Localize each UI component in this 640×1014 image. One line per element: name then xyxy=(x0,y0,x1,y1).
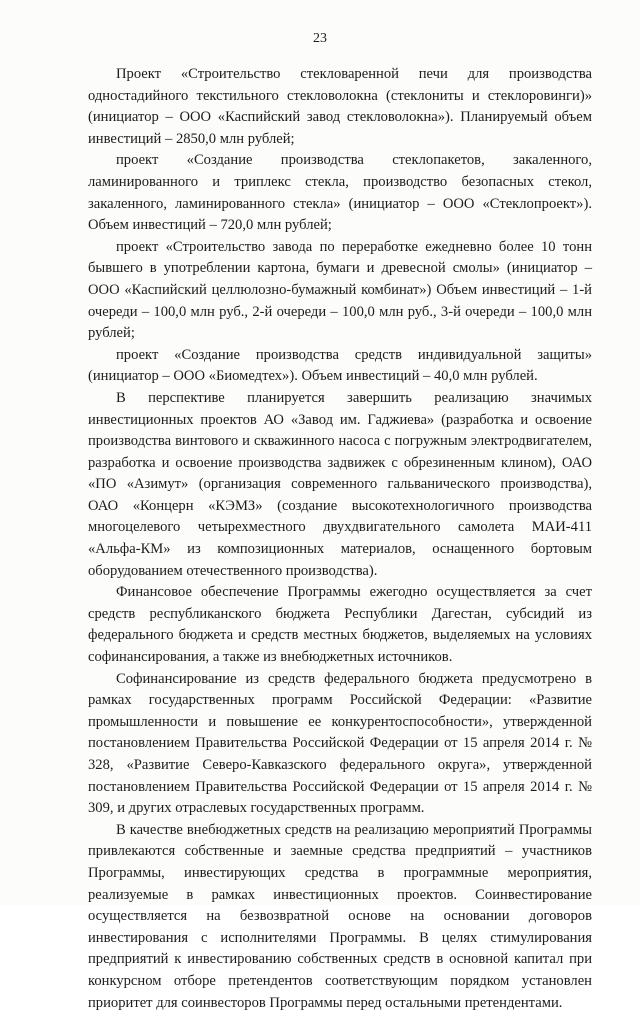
paragraph-extrabudgetary-funds: В качестве внебюджетных средств на реализацию мероприятий Программы привлекаются собственные и заемные средства предприятий – участников Программы, инвестирующих средства в программные мероприятия, реализуемые в рамках инвестиционных проектов. Соинвестирование осуществляется на безвозвратной основе на основании договоров инвестирования с исполнителями Программы. В целях стимулирования предприятий к инвестированию собственных средств в основной капитал при конкурсном отборе претендентов соответствующим порядком установлен приоритет для соинвесторов Программы перед остальными претендентами. xyxy=(88,821,592,1011)
page-number: 23 xyxy=(313,31,327,46)
paragraph-glass-units-project: проект «Создание производства стеклопакетов, закаленного, ламинированного и триплекс стекла, производство безопасных стекол, закаленного, ламинированного стекла» (инициатор – ООО «Стеклопроект»). Объем инвестиций – 720,0 млн рублей; xyxy=(88,152,592,234)
paragraph-future-projects: В перспективе планируется завершить реализацию значимых инвестиционных проектов АО «Завод им. Гаджиева» (разработка и освоение производства винтового и скважинного насоса с погружным электродвигателем, разработка и освоение производства задвижек с обрезиненным клином), ОАО «ПО «Азимут» (организация современного гальванического производства), ОАО «Концерн «КЭМЗ» (создание высокотехнологичного производства многоцелевого четырехместного двухдвигательного самолета МАИ-411 «Альфа-КМ» из композиционных материалов, оснащенного бортовым оборудованием отечественного производства). xyxy=(88,389,592,579)
paragraph-protective-equipment-project: проект «Создание производства средств индивидуальной защиты» (инициатор – ООО «Биомедтех»). Объем инвестиций – 40,0 млн рублей. xyxy=(88,346,592,385)
document-body xyxy=(88,64,592,1014)
paragraph-cardboard-plant-project: проект «Строительство завода по переработке ежедневно более 10 тонн бывшего в употреблении картона, бумаги и древесной смолы» (инициатор – ООО «Каспийский целлюлозно-бумажный комбинат») Объем инвестиций – 1-й очереди – 100,0 млн руб., 2-й очереди – 100,0 млн руб., 3-й очереди – 100,0 млн рублей; xyxy=(88,238,592,342)
paragraph-financing: Финансовое обеспечение Программы ежегодно осуществляется за счет средств республиканского бюджета Республики Дагестан, субсидий из федерального бюджета и средств местных бюджетов, выделяемых на условиях софинансирования, а также из внебюджетных источников. xyxy=(88,584,592,666)
paragraph-glass-furnace-project: Проект «Строительство стекловаренной печи для производства одностадийного текстильного стекловолокна (стеклониты и стеклоровинги)» (инициатор – ООО «Каспийский завод стекловолокна»). Планируемый объем инвестиций – 2850,0 млн рублей; xyxy=(88,66,592,147)
paragraph-cofinancing: Софинансирование из средств федерального бюджета предусмотрено в рамках государственных программ Российской Федерации: «Развитие промышленности и повышение ее конкурентоспособности», утвержденной постановлением Правительства Российской Федерации от 15 апреля 2014 г. № 328, «Развитие Северо-Кавказского федерального округа», утвержденной постановлением Правительства Российской Федерации от 15 апреля 2014 г. № 309, и других отраслевых государственных программ. xyxy=(88,670,592,817)
